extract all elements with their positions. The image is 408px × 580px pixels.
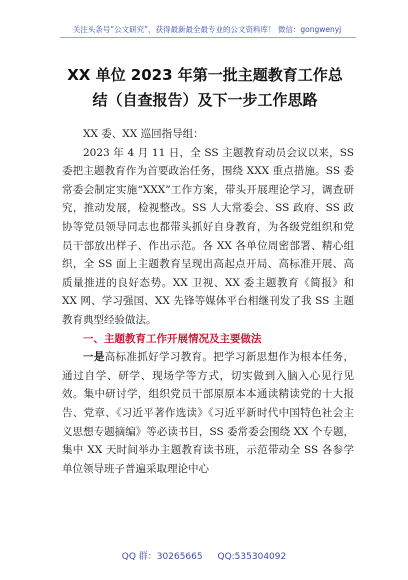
paragraph-intro: 2023 年 4 月 11 日，全 SS 主题教育动员会议以来，SS 委把主题教育作为首要政治任务，围绕 XXX 重点措施。SS 委常委会制定实施“XXX”工作方案，带头开展理论学习，调查研究，推动发展，检视整改。SS 人大常委会、SS 政府、SS 政协等党员领导同志也都带头抓好自身教育，为各级党组织和党员干部放出样子、作出示范。各 XX 各单位周密部署、精心组织，全 SS 面上主题教育呈现出高起点开局、高标准开展、高质量推进的良好态势。XX 卫视、XX 委主题教育《简报》和 XX 网、学习强国、XX 先锋等媒体平台相继刊发了我 SS 主题教育典型经验做法。: [62, 146, 354, 326]
paragraph-text: 高标准抓好学习教育。把学习新思想作为根本任务，通过自学、研学、现场学等方式，切实做到入脑入心见行见效。集中研讨学，组织党员干部原原本本通读精读党的十大报告、党章、《习近平著作选读》《习近平新时代中国特色社会主义思想专题摘编》等必读书目，SS 委常委会围绕 XX 个专题，集中 XX 天时间举办主题教育读书班，示范带动全 SS 各参学单位领导班子普遍采取理论中心: [62, 351, 355, 475]
footer-qq-contact: QQ:535304092: [217, 552, 287, 562]
paragraph-study: [62, 348, 354, 478]
title-line-2: 结（自查报告）及下一步工作思路: [92, 91, 318, 109]
footer-qq-group: QQ 群：30265665: [121, 552, 203, 562]
document-title: [40, 63, 370, 113]
salutation: XX 委、XX 巡回指导组：: [83, 128, 204, 140]
document-body: [62, 125, 354, 478]
header-banner-text: 关注头条号“公文研究”，获得最新最全最专业的公文资料库！ 微信：gongwenyj: [72, 25, 342, 34]
paragraph-lead: 一是: [83, 351, 105, 364]
title-line-1: XX 单位 2023 年第一批主题教育工作总: [67, 66, 343, 84]
section-heading-1: 一、主题教育工作开展情况及主要做法: [83, 332, 262, 345]
header-divider: [60, 37, 356, 38]
footer-contact: [0, 549, 408, 562]
